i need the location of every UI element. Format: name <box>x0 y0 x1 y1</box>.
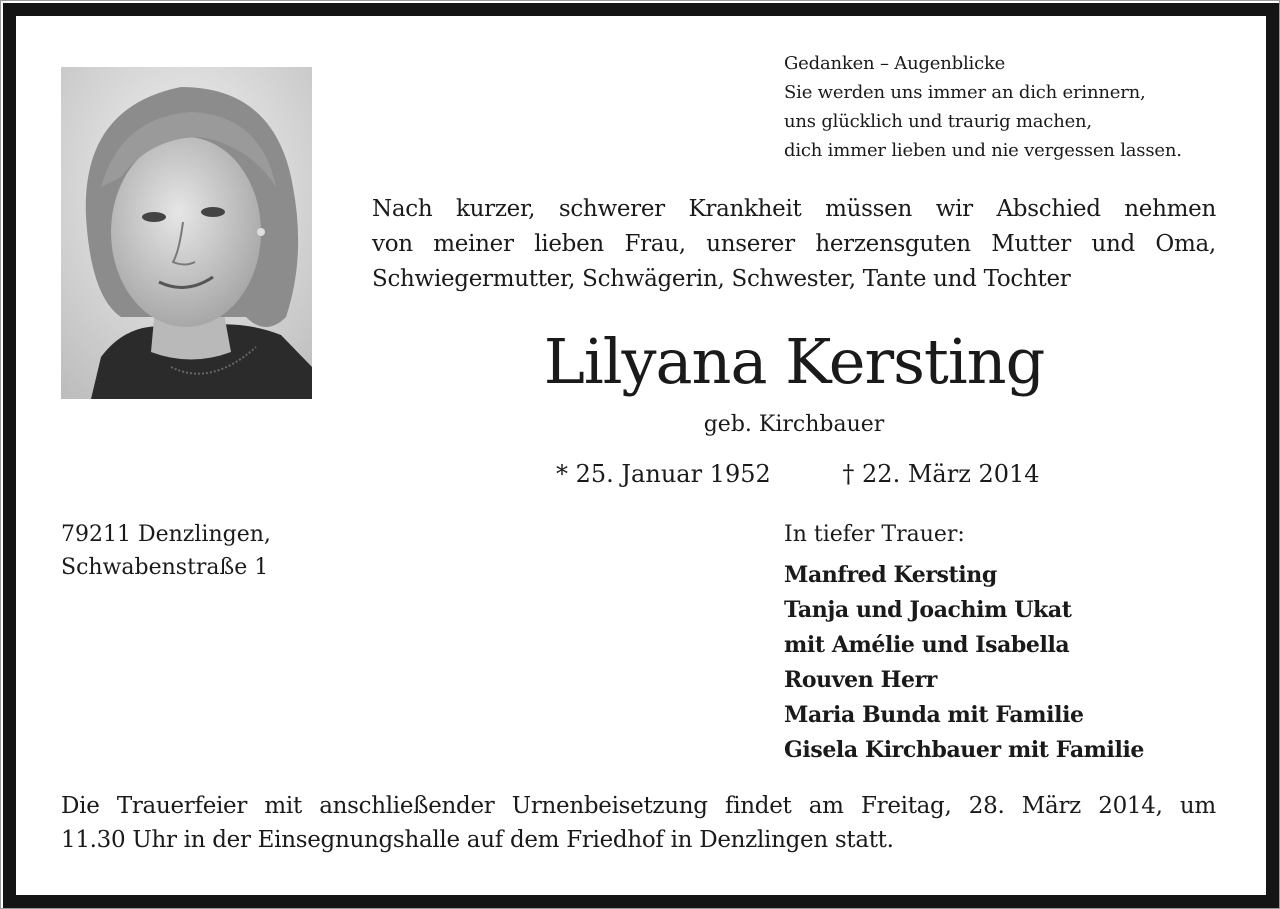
portrait-photo <box>61 67 312 399</box>
poem-line: Sie werden uns immer an dich erinnern, <box>784 82 1146 103</box>
mourner-name: Rouven Herr <box>784 667 937 693</box>
intro-line: von meiner lieben Frau, unserer herzensguten Mutter und Oma, <box>372 231 1216 257</box>
poem-line: dich immer lieben und nie vergessen lassen. <box>784 140 1182 161</box>
birth-name: geb. Kirchbauer <box>703 412 885 437</box>
death-date: † 22. März 2014 <box>842 460 1040 488</box>
mourner-name: Maria Bunda mit Familie <box>784 702 1084 728</box>
life-dates <box>556 456 1040 492</box>
address-line: 79211 Denzlingen, <box>61 522 271 547</box>
mourner-name: Tanja und Joachim Ukat <box>784 597 1072 623</box>
birth-date: * 25. Januar 1952 <box>556 460 771 488</box>
poem-verse <box>784 49 1182 165</box>
mourner-name: Gisela Kirchbauer mit Familie <box>784 737 1145 763</box>
deceased-name: Lilyana Kersting <box>543 325 1045 398</box>
mourner-name: mit Amélie und Isabella <box>784 632 1070 658</box>
intro-line: Schwiegermutter, Schwägerin, Schwester, Tante und Tochter <box>372 266 1071 292</box>
ceremony-line: Die Trauerfeier mit anschließender Urnenbeisetzung findet am Freitag, 28. März 2014, um <box>61 793 1216 819</box>
poem-line: Gedanken – Augenblicke <box>784 53 1006 74</box>
intro-text <box>372 192 1216 297</box>
mourner-name: Manfred Kersting <box>784 562 997 588</box>
poem-line: uns glücklich und traurig machen, <box>784 111 1092 132</box>
intro-line: Nach kurzer, schwerer Krankheit müssen wir Abschied nehmen <box>372 196 1216 222</box>
ceremony-notice <box>61 789 1216 857</box>
mourners-list <box>784 558 1144 768</box>
ceremony-line: 11.30 Uhr in der Einsegnungshalle auf dem Friedhof in Denzlingen statt. <box>61 827 894 853</box>
address-block <box>61 518 271 584</box>
address-line: Schwabenstraße 1 <box>61 555 269 580</box>
mourning-label: In tiefer Trauer: <box>784 522 965 547</box>
